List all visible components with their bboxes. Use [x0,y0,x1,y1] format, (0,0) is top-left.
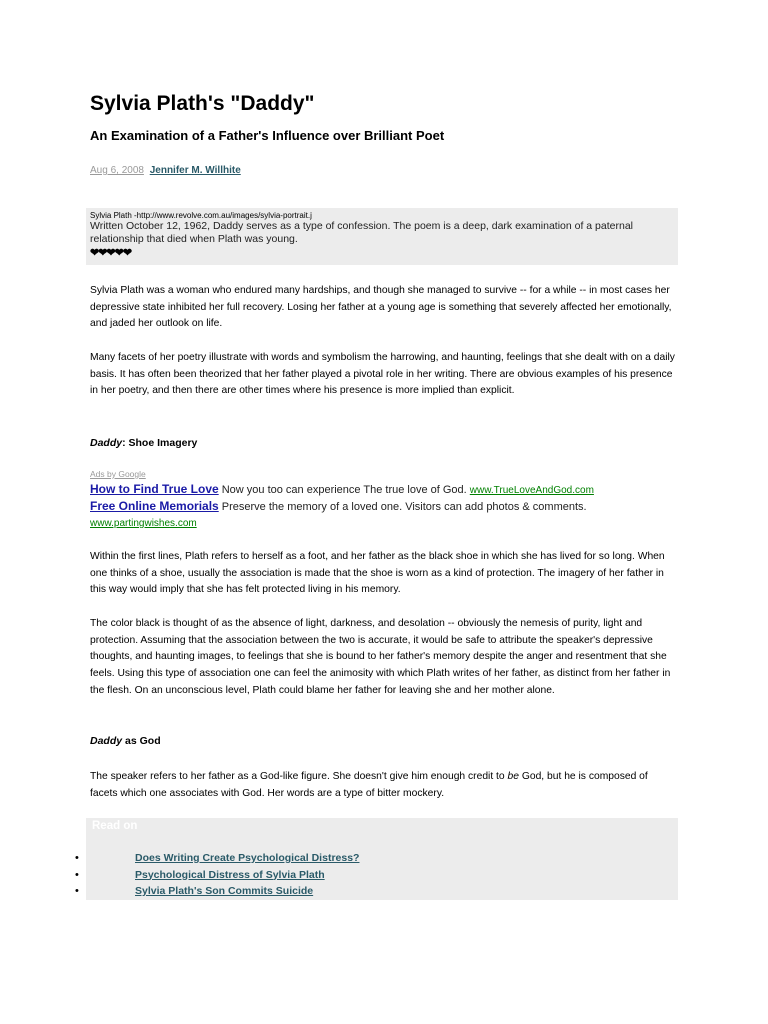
publish-date-link[interactable]: Aug 6, 2008 [90,165,144,176]
section-heading-daddy-as-god [90,735,161,747]
bullet-icon: • [75,885,79,897]
read-on-link[interactable]: Does Writing Create Psychological Distress? [135,852,360,864]
paragraph-shoe: Within the first lines, Plath refers to herself as a foot, and her father as the black shoe in which she has lived for so long. When one thinks of a shoe, usually the association is made that the shoe is worn as a kind of protection. The imagery of her father in this way would imply that she has felt protected living in his memory. [90,551,665,596]
image-caption-box [86,208,678,265]
ad-url-link[interactable]: www.partingwishes.com [90,518,197,529]
paragraph-emphasis: be [507,771,519,782]
ad-title-link[interactable]: How to Find True Love [90,482,219,496]
ad-item [90,498,610,532]
caption-text: Written October 12, 1962, Daddy serves as a type of confession. The poem is a deep, dark examination of a paternal relationship that died when Plath was young. [90,220,634,245]
heading-italic: Daddy [90,437,123,449]
read-on-box [75,818,678,900]
read-on-label: Read on [92,820,138,832]
heading-rest: : Shoe Imagery [122,437,198,449]
ad-text: Now you too can experience The true love of God. [218,484,470,496]
article-subtitle: An Examination of a Father's Influence over Brilliant Poet [90,128,445,143]
section-heading-shoe-imagery [90,437,197,449]
paragraph-text: God, but he is composed of facets which one associates with God. Her words are a type of bitter mockery. [90,771,648,799]
read-on-link[interactable]: Psychological Distress of Sylvia Plath [135,868,325,881]
paragraph-color-black: The color black is thought of as the absence of light, darkness, and desolation -- obviously the nemesis of purity, light and protection. Assuming that the association between the two is accurate, it would be safe to attribute the speaker's depressive thoughts, and haunting images, to feelings that she is bound to her father's memory despite the anger and resentment that she feels. Using this type of association one can feel the animosity with which Plath writes of her father, as distinct from her father in the flesh. On an unconscious level, Plath could blame her father for leaving she and her mother alone. [90,618,671,696]
bullet-icon: • [75,868,79,881]
author-link[interactable]: Jennifer M. Willhite [149,165,241,176]
ad-text: Preserve the memory of a loved one. Visitors can add photos & comments. [218,501,587,513]
paragraph-intro: Sylvia Plath was a woman who endured many hardships, and though she managed to survive -- for a while -- in most cases her depressive state inhibited her full recovery. Losing her father at a young age is something that severely affected her emotionally, and jaded her outlook on life. [90,285,672,330]
ads-by-google-link[interactable]: Ads by Google [90,469,146,479]
article-title: Sylvia Plath's "Daddy" [90,92,315,115]
bullet-icon: • [75,852,79,864]
ad-item [90,481,678,499]
paragraph-text: The speaker refers to her father as a God-like figure. She doesn't give him enough credit to [90,771,508,782]
heading-italic: Daddy [90,735,123,747]
ad-title-link[interactable]: Free Online Memorials [90,499,219,513]
paragraph-facets: Many facets of her poetry illustrate with words and symbolism the harrowing, and haunting, feelings that she dealt with on a daily basis. It has often been theorized that her father played a pivotal role in her writing. There are obvious examples of his presence in her poetry, and then there are other times where his presence is more implied than explicit. [90,352,675,397]
paragraph-god [90,769,678,802]
image-source: Sylvia Plath -http://www.revolve.com.au/images/sylvia-portrait.j [90,211,312,220]
ad-url-link[interactable]: www.TrueLoveAndGod.com [469,485,594,496]
rating-stars[interactable]: ❤❤❤❤❤ [90,247,132,259]
heading-rest: as God [122,735,161,747]
read-on-link[interactable]: Sylvia Plath's Son Commits Suicide [135,885,314,897]
byline [90,165,241,176]
